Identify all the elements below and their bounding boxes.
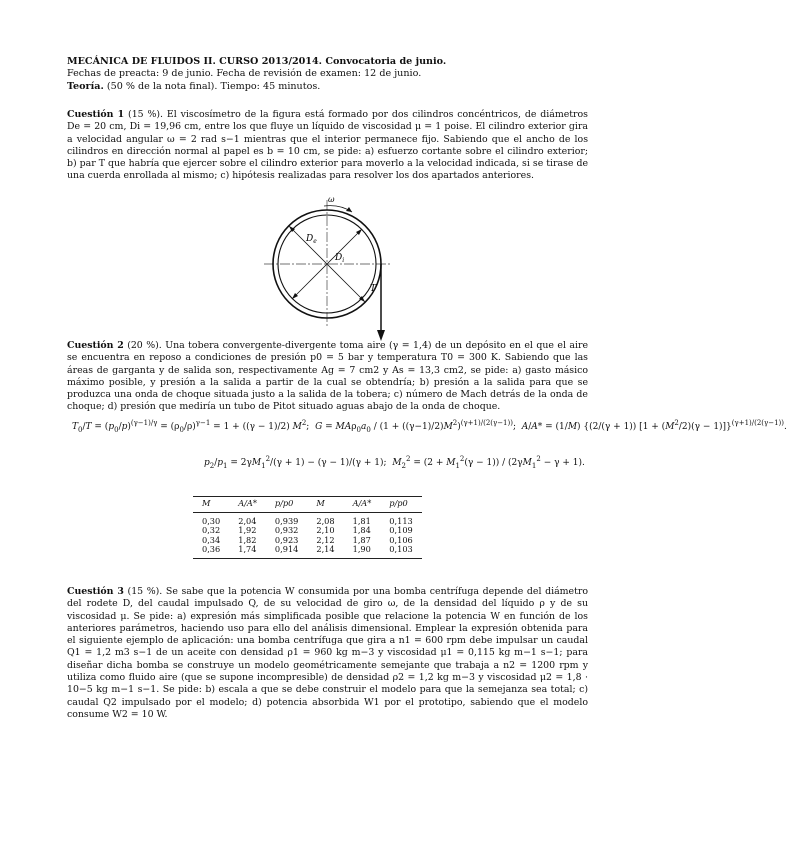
teoria-text: (50 % de la nota final). Tiempo: 45 minutos. — [106, 80, 321, 92]
exam-header — [67, 56, 587, 93]
question-1-label: Cuestión 1 — [67, 109, 125, 120]
de-subscript: e — [313, 238, 317, 245]
table-cell: 0,923 — [274, 534, 299, 545]
table-cell: 1,84 — [352, 525, 371, 536]
question-2-label: Cuestión 2 — [67, 340, 124, 351]
table-cell: 1,74 — [229, 545, 266, 558]
table-header-cell: p/p0 — [380, 497, 421, 513]
table-cell: 1,81 — [352, 515, 371, 526]
table-cell: 1,90 — [344, 545, 381, 558]
table-cell: 0,914 — [266, 545, 307, 558]
table-cell: 0,113 — [389, 515, 413, 526]
table-cell: 0,106 — [389, 534, 413, 545]
inner-diameter-label — [334, 253, 344, 264]
table-cell: 0,30 — [202, 515, 221, 526]
table-cell: 1,92 — [238, 525, 257, 536]
table-row — [193, 526, 422, 536]
torque-label: T — [370, 284, 377, 294]
table-row — [193, 512, 422, 526]
formula-line-1: $T_0/T = (p_0/p)^{(\gamma-1)/\gamma} = (\rho_0/\rho)^{\gamma-1} = 1 + ((\gamma - 1)/2)$ $M^2$; $G = MA\rho_0a_0 / (1 + ((\gamma-1)/2)M^2)^{(\gamma+1)/(2(\gamma-1))}$; A/A* = (1/M) {(2/(γ + 1)) $[1 + (M^2/2)(\gamma - 1)]\}^{(\gamma+1)/(2(\gamma-1))}$. — [72, 419, 787, 434]
omega-label: ω — [328, 195, 335, 204]
teoria-line — [67, 81, 587, 93]
question-3-text: (15 %). Se sabe que la potencia W consumida por una bomba centrífuga depende del diámetro del rodete D, del caudal impulsado Q, de su velocidad de giro ω, de la densidad del líquido ρ y de su viscosidad μ. Se pide: a) expresión más simplificada posible que relacione la potencia W en función de los anteriores parámetros, haciendo uso para ello del análisis dimensional. Emplear la expresión obtenida para el siguiente ejemplo de aplicación: una bomba centrífuga que gira a n1 = 600 rpm debe impulsar un caudal Q1 = 1,2 m3 s−1 de un aceite con densidad ρ1 = 960 kg m−3 y viscosidad μ1 = 0,115 kg m−1 s−1; para diseñar dicha bomba se construye un modelo geométricamente semejante que trabaja a n2 = 1200 rpm y utiliza como fluido aire (que se supone incompresible) de densidad ρ2 = 1,2 kg m−3 y viscosidad μ2 = 1,8 · 10−5 kg m−1 s−1. Se pide: b) escala a que se debe construir el modelo para que la semejanza sea total; c) caudal Q2 impulsado por el modelo; d) potencia absorbida W1 por el prototipo, sabiendo que el modelo consume W2 = 10 W. — [67, 586, 588, 720]
table-cell: 2,08 — [316, 515, 335, 526]
table-header-cell: A/A* — [229, 497, 266, 513]
viscometer-figure — [262, 194, 392, 342]
table-cell: 0,939 — [274, 515, 299, 526]
question-1-text: (15 %). El viscosímetro de la figura está formado por dos cilindros concéntricos, de diámetros De = 20 cm, Di = 19,96 cm, entre los que fluye un líquido de viscosidad μ = 1 poise. El cilindro exterior gira a velocidad angular ω = 2 rad s−1 mientras que el interior permanece fijo. Sabiendo que el ancho de los cilindros en dirección normal al papel es b = 10 cm, se pide: a) esfuerzo cortante sobre el cilindro exterior; b) par T que habría que ejercer sobre el cilindro exterior para moverlo a la velocidad indicada, si se tirase de una cuerda enrollada al mismo; c) hipótesis realizadas para resolver los dos apartados anteriores. — [67, 109, 588, 182]
exam-dates: Fechas de preacta: 9 de junio. Fecha de revisión de examen: 12 de junio. — [67, 68, 422, 80]
isentropic-table — [193, 496, 422, 559]
table-cell: 1,87 — [352, 534, 371, 545]
table-header-cell: A/A* — [344, 497, 381, 513]
table-header-cell: M — [193, 497, 229, 513]
table-row — [193, 545, 422, 558]
table-cell: 0,103 — [380, 545, 421, 558]
question-3-label: Cuestión 3 — [67, 586, 124, 597]
table-cell: 0,32 — [202, 525, 221, 536]
table-cell: 1,82 — [238, 534, 257, 545]
table-cell: 2,14 — [307, 545, 343, 558]
table-cell: 0,109 — [389, 525, 413, 536]
table-row — [193, 536, 422, 546]
table-cell: 0,36 — [193, 545, 229, 558]
question-2-text: (20 %). Una tobera convergente-divergente toma aire (γ = 1,4) de un depósito en el que el aire se encuentra en reposo a condiciones de presión p0 = 5 bar y temperatura T0 = 300 K. Sabiendo que las áreas de garganta y de salida son, respectivamente Ag = 7 cm2 y As = 13,3 cm2, se pide: a) gasto másico máximo posible, y presión a la salida a partir de la cual se obtendría; b) presión a la salida para que se produzca una onda de choque situada justo a la salida de la tobera; c) número de Mach detrás de la onda de choque; d) presión que mediría un tubo de Pitot situado aguas abajo de la onda de choque. — [67, 340, 589, 413]
table-cell: 2,04 — [238, 515, 257, 526]
table-cell: 2,12 — [316, 534, 335, 545]
di-symbol: D — [335, 253, 343, 263]
question-2 — [67, 340, 588, 414]
table-cell: 0,34 — [202, 534, 221, 545]
exam-title: MECÁNICA DE FLUIDOS II. CURSO 2013/2014. Convocatoria de junio. — [67, 56, 447, 67]
table-cell: 0,932 — [274, 525, 299, 536]
table-header-row — [193, 497, 422, 513]
table-cell: 2,10 — [316, 525, 335, 536]
table-header-cell: p/p0 — [266, 497, 307, 513]
table-header-cell: M — [307, 497, 343, 513]
formula-line-2: $p_2/p_1 = 2\gamma M_1^2/(\gamma + 1) - (\gamma - 1)/(\gamma + 1)$; $M_2^2 = (2 + M_1^2(\gamma - 1)) / (2\gamma M_1^2 - \gamma + 1)$. — [204, 455, 585, 470]
de-symbol: D — [306, 234, 314, 244]
outer-diameter-label — [305, 234, 317, 245]
question-3 — [67, 586, 588, 721]
question-1 — [67, 109, 588, 183]
di-subscript: i — [342, 257, 345, 264]
teoria-label: Teoría. — [67, 80, 104, 92]
